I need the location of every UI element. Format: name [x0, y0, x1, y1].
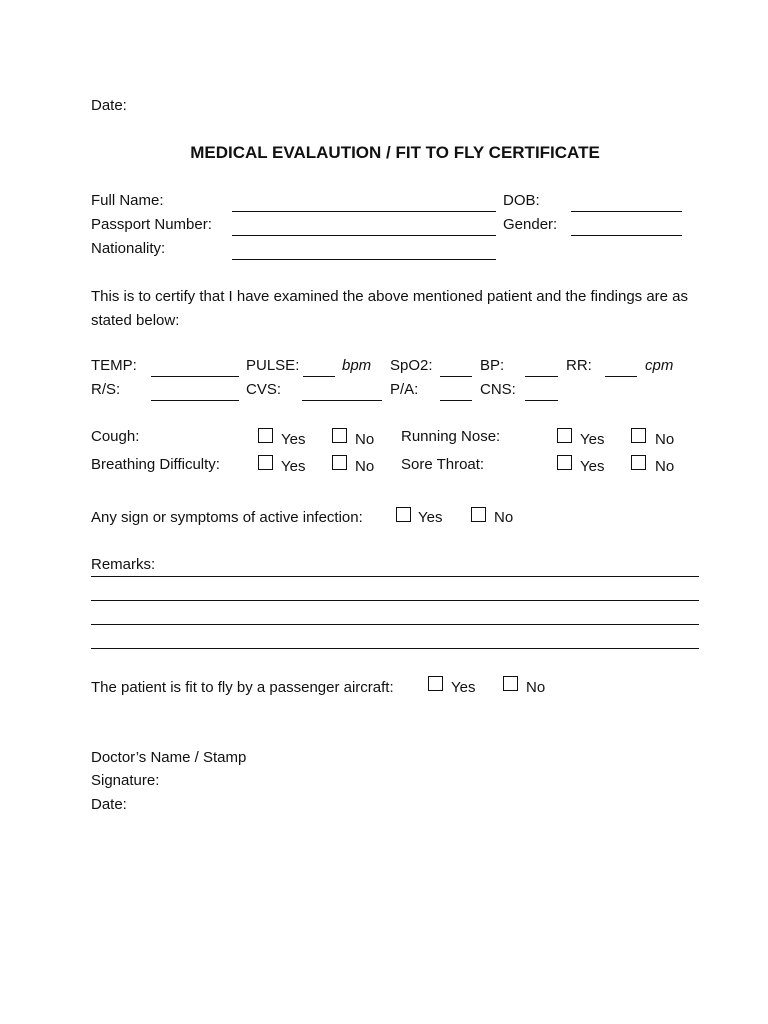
cough-no-label: No [355, 431, 375, 448]
rr-unit: cpm [645, 357, 674, 374]
running-nose-no-label: No [655, 431, 675, 448]
breathing-yes-checkbox[interactable] [258, 455, 273, 470]
cns-field[interactable] [525, 400, 558, 401]
pa-label: P/A: [390, 381, 419, 398]
running-nose-no-checkbox[interactable] [631, 428, 646, 443]
remarks-line[interactable] [91, 600, 699, 601]
sore-throat-label: Sore Throat: [401, 456, 485, 473]
bp-field[interactable] [525, 376, 558, 377]
rr-label: RR: [566, 357, 592, 374]
footer-date-label: Date: [91, 796, 127, 813]
spo2-label: SpO2: [390, 357, 433, 374]
breathing-yes-label: Yes [281, 458, 306, 475]
doctor-name-label: Doctor’s Name / Stamp [91, 749, 247, 766]
pa-field[interactable] [440, 400, 472, 401]
fit-to-fly-label: The patient is fit to fly by a passenger aircraft: [91, 679, 394, 696]
full-name-label: Full Name: [91, 192, 164, 209]
pulse-field[interactable] [303, 376, 335, 377]
spo2-field[interactable] [440, 376, 472, 377]
running-nose-yes-checkbox[interactable] [557, 428, 572, 443]
cough-yes-label: Yes [281, 431, 306, 448]
breathing-no-checkbox[interactable] [332, 455, 347, 470]
cvs-field[interactable] [302, 400, 382, 401]
dob-label: DOB: [503, 192, 540, 209]
remarks-label: Remarks: [91, 556, 156, 573]
certify-statement: This is to certify that I have examined the above mentioned patient and the findings are as stated below: [91, 288, 689, 329]
temp-field[interactable] [151, 376, 239, 377]
running-nose-label: Running Nose: [401, 428, 501, 445]
rs-label: R/S: [91, 381, 121, 398]
cns-label: CNS: [480, 381, 516, 398]
fit-to-fly-yes-checkbox[interactable] [428, 676, 443, 691]
infection-no-label: No [494, 509, 514, 526]
infection-label: Any sign or symptoms of active infection: [91, 509, 363, 526]
page-title: MEDICAL EVALAUTION / FIT TO FLY CERTIFICATE [190, 143, 600, 162]
pulse-unit: bpm [342, 357, 372, 374]
nationality-label: Nationality: [91, 240, 166, 257]
cvs-label: CVS: [246, 381, 282, 398]
dob-field[interactable] [571, 211, 682, 212]
bp-label: BP: [480, 357, 505, 374]
sore-throat-yes-label: Yes [580, 458, 605, 475]
sore-throat-yes-checkbox[interactable] [557, 455, 572, 470]
sore-throat-no-label: No [655, 458, 675, 475]
fit-to-fly-no-checkbox[interactable] [503, 676, 518, 691]
remarks-line[interactable] [91, 576, 699, 577]
remarks-line[interactable] [91, 624, 699, 625]
signature-label: Signature: [91, 772, 160, 789]
temp-label: TEMP: [91, 357, 137, 374]
cough-label: Cough: [91, 428, 140, 445]
date-label: Date: [91, 97, 127, 114]
sore-throat-no-checkbox[interactable] [631, 455, 646, 470]
rr-field[interactable] [605, 376, 637, 377]
passport-label: Passport Number: [91, 216, 212, 233]
running-nose-yes-label: Yes [580, 431, 605, 448]
fit-to-fly-no-label: No [526, 679, 546, 696]
passport-field[interactable] [232, 235, 496, 236]
gender-label: Gender: [503, 216, 558, 233]
cough-no-checkbox[interactable] [332, 428, 347, 443]
fit-to-fly-yes-label: Yes [451, 679, 476, 696]
breathing-no-label: No [355, 458, 375, 475]
nationality-field[interactable] [232, 259, 496, 260]
cough-yes-checkbox[interactable] [258, 428, 273, 443]
rs-field[interactable] [151, 400, 239, 401]
infection-no-checkbox[interactable] [471, 507, 486, 522]
remarks-line[interactable] [91, 648, 699, 649]
infection-yes-label: Yes [418, 509, 443, 526]
gender-field[interactable] [571, 235, 682, 236]
pulse-label: PULSE: [246, 357, 300, 374]
infection-yes-checkbox[interactable] [396, 507, 411, 522]
breathing-label: Breathing Difficulty: [91, 456, 220, 473]
full-name-field[interactable] [232, 211, 496, 212]
